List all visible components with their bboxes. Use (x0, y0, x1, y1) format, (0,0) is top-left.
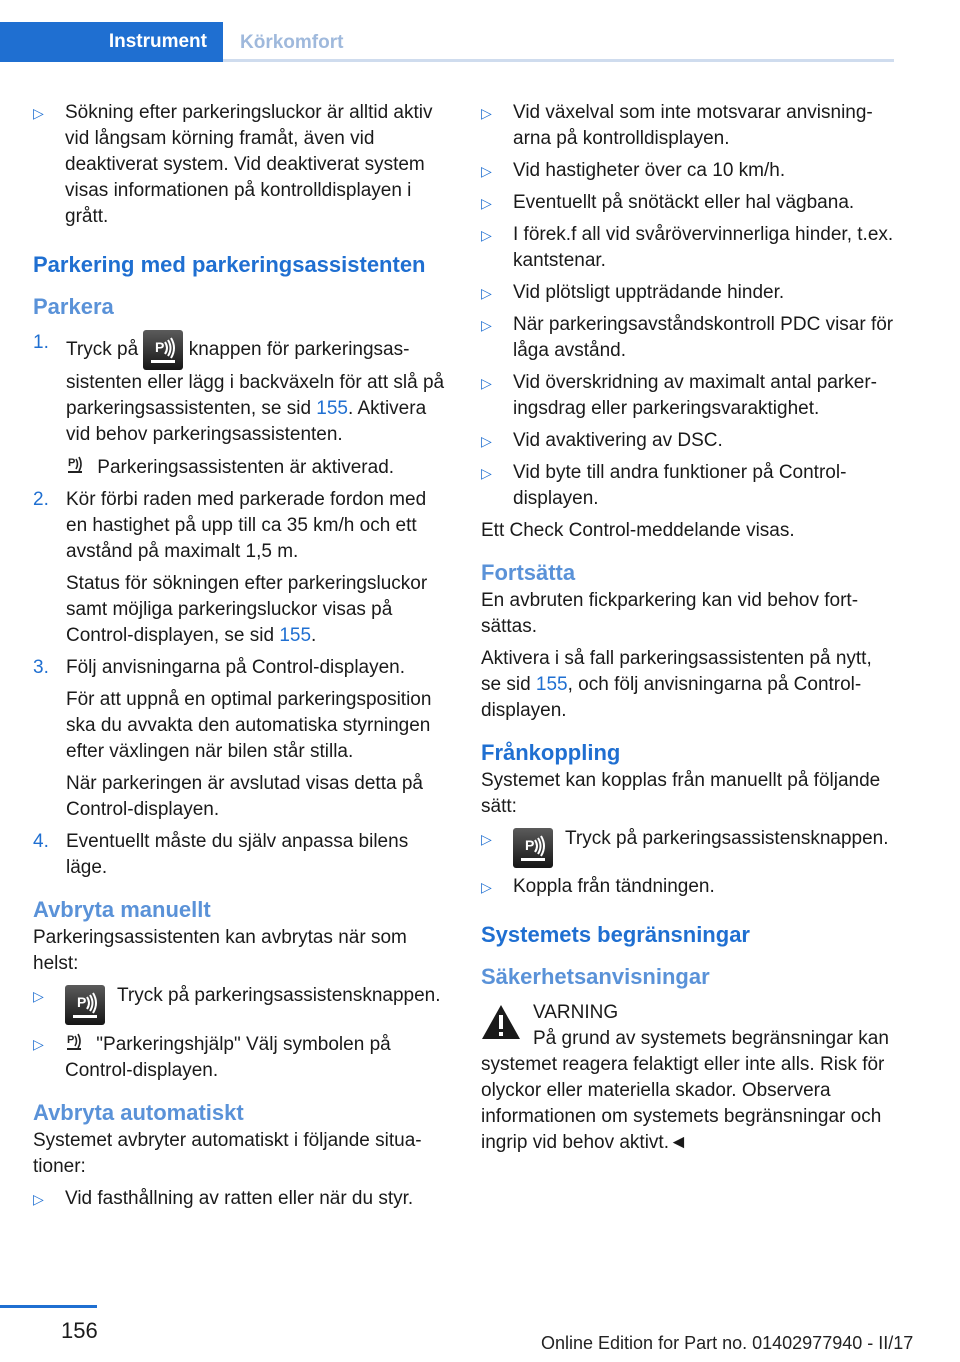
bullet-triangle-icon: ▷ (33, 1036, 44, 1052)
bullet-triangle-icon: ▷ (33, 988, 44, 1004)
paragraph: Ett Check Control-meddelande visas. (481, 520, 795, 541)
step-sub (66, 454, 448, 481)
bullet-triangle-icon: ▷ (481, 105, 492, 121)
bullet-triangle-icon: ▷ (481, 831, 492, 847)
list-item (33, 1031, 448, 1084)
left-column (33, 100, 448, 1218)
step-text: knappen för parkeringsassistenten eller lägg i backväxeln för att slå på parkeringsassistenten, se sid (66, 339, 445, 419)
step-4 (33, 829, 448, 881)
bullet-triangle-icon: ▷ (481, 227, 492, 243)
step-2 (33, 487, 448, 649)
page-link[interactable]: 155 (279, 625, 312, 646)
warning-title: VARNING (533, 1002, 619, 1023)
svg-text:P: P (68, 457, 76, 469)
svg-text:P: P (155, 339, 165, 355)
bullet-triangle-icon: ▷ (481, 465, 492, 481)
step-sub-text: . (311, 625, 317, 646)
parking-assistant-button-icon (65, 985, 105, 1025)
step-1 (33, 330, 448, 481)
warning-block (481, 1000, 896, 1156)
paragraph: Systemet avbryter automatiskt i följande situationer: (33, 1130, 422, 1177)
paragraph (481, 646, 896, 724)
parking-assistant-button-icon (143, 330, 183, 370)
paragraph: Systemet kan kopplas från manuellt på följande sätt: (481, 770, 881, 817)
list-item (481, 874, 896, 900)
tab-instrument[interactable]: Instrument (0, 22, 223, 62)
paragraph: En avbruten fickparkering kan vid behov fortsättas. (481, 590, 859, 637)
bullet-triangle-icon: ▷ (481, 879, 492, 895)
warning-triangle-icon (481, 1004, 521, 1040)
bullet-triangle-icon: ▷ (33, 105, 44, 121)
step-number: 2. (33, 489, 49, 510)
list-item (481, 280, 896, 306)
parking-assist-active-icon (65, 1031, 91, 1053)
tab-korkomfort[interactable]: Körkomfort (240, 32, 344, 53)
step-sub-text: Status för sökningen efter parkeringsluckor samt möjliga parkeringsluckor visas på Control-displayen, se sid (66, 573, 428, 646)
item-text: När parkeringsavståndskontroll PDC visar för låga avstånd. (513, 314, 894, 361)
svg-text:P: P (77, 994, 87, 1010)
step-sub-text: När parkeringen är avslutad visas detta på Control-displayen. (66, 773, 423, 820)
paragraph: Parkeringsassistenten kan avbrytas när som helst: (33, 927, 407, 974)
list-item (33, 100, 448, 230)
list-item (481, 158, 896, 184)
step-sub (66, 571, 448, 649)
step-text: Följ anvisningarna på Control-displayen. (66, 657, 406, 678)
heading-avbryta-manuellt: Avbryta manuellt (33, 897, 211, 922)
svg-text:P: P (67, 1034, 75, 1046)
list-item (481, 100, 896, 152)
warning-text: På grund av systemets begränsningar kan systemet reagera felaktigt eller inte alls. Risk för olyckor eller materiella skador. Observera informationen om systemets begränsningar och ingrip vid behov aktivt.◄ (481, 1028, 889, 1153)
bullet-triangle-icon: ▷ (481, 317, 492, 333)
parking-assistant-button-icon (513, 828, 553, 868)
step-sub-text: Parkeringsassistenten är aktiverad. (97, 457, 395, 478)
list-item (481, 826, 896, 868)
item-text: Tryck på parkeringsassistensknappen. (117, 985, 441, 1006)
heading-avbryta-automatiskt: Avbryta automatiskt (33, 1100, 244, 1125)
footer-rule (0, 1305, 97, 1308)
list-item (33, 1186, 448, 1212)
item-text: Vid byte till andra funktioner på Control-displayen. (513, 462, 847, 509)
step-3 (33, 655, 448, 823)
header-bar (0, 0, 894, 62)
paragraph-text: , och följ anvisningarna på Control-displayen. (481, 674, 862, 721)
item-text: Vid växelval som inte motsvarar anvisningarna på kontrolldisplayen. (513, 102, 873, 149)
item-text: Koppla från tändningen. (513, 876, 715, 897)
item-text: Vid överskridning av maximalt antal parkeringsdrag eller parkeringsvaraktighet. (513, 372, 877, 419)
step-text: Eventuellt måste du själv anpassa bilens läge. (66, 831, 409, 878)
heading-begransningar: Systemets begränsningar (481, 922, 750, 947)
svg-text:P: P (525, 837, 535, 853)
heading-parkering: Parkering med parkeringsassistenten (33, 252, 426, 277)
step-sub-text: För att uppnå en optimal parkeringsposition ska du avvakta den automatiska styrningen efter växlingen när bilen står stilla. (66, 689, 432, 762)
warning-header (481, 1000, 896, 1026)
bullet-triangle-icon: ▷ (481, 195, 492, 211)
item-text: Vid plötsligt uppträdande hinder. (513, 282, 785, 303)
item-text: Tryck på parkeringsassistensknappen. (565, 828, 889, 849)
bullet-triangle-icon: ▷ (481, 433, 492, 449)
item-text: Vid avaktivering av DSC. (513, 430, 723, 451)
list-item (481, 460, 896, 512)
list-item (481, 428, 896, 454)
list-item (481, 312, 896, 364)
heading-frankoppling: Frånkoppling (481, 740, 621, 765)
bullet-triangle-icon: ▷ (481, 375, 492, 391)
step-text: Tryck på (66, 339, 139, 361)
step-text: . Aktivera vid behov parkeringsassistenten. (66, 398, 427, 445)
page-link[interactable]: 155 (535, 674, 568, 695)
item-text: Eventuellt på snötäckt eller hal vägbana. (513, 192, 855, 213)
edition-text: Online Edition for Part no. 01402977940 - II/17 (541, 1333, 914, 1353)
bullet-triangle-icon: ▷ (481, 163, 492, 179)
page-number: 156 (61, 1318, 98, 1343)
step-number: 1. (33, 332, 49, 353)
paragraph-text: Aktivera i så fall parkeringsassistenten på nytt, se sid (481, 648, 872, 695)
step-text: Kör förbi raden med parkerade fordon med en hastighet på upp till ca 35 km/h och ett avstånd på maximalt 1,5 m. (66, 489, 427, 562)
heading-sakerhetsanvisningar: Säkerhetsanvisningar (481, 964, 710, 989)
list-item (481, 370, 896, 422)
item-text: I förek.f all vid svårövervinnerliga hinder, t.ex. kantstenar. (513, 224, 894, 271)
parking-assist-active-icon (66, 454, 92, 476)
list-item (33, 983, 448, 1025)
item-text: Vid fasthållning av ratten eller när du styr. (65, 1188, 414, 1209)
bullet-triangle-icon: ▷ (481, 285, 492, 301)
bullet-triangle-icon: ▷ (33, 1191, 44, 1207)
heading-fortsatta: Fortsätta (481, 560, 576, 585)
right-column (481, 100, 896, 1156)
item-text: "Parkeringshjälp" Välj symbolen på Control-displayen. (65, 1034, 391, 1081)
page-link[interactable]: 155 (316, 398, 348, 419)
heading-parkera: Parkera (33, 294, 114, 319)
list-item (481, 222, 896, 274)
item-text: Vid hastigheter över ca 10 km/h. (513, 160, 786, 181)
step-number: 3. (33, 657, 49, 678)
step-number: 4. (33, 831, 49, 852)
list-item (481, 190, 896, 216)
item-text: Sökning efter parkeringsluckor är alltid aktiv vid långsam körning framåt, även vid deaktiverat system. Vid deaktiverat system visas informationen på kontrolldisplayen i grått. (65, 102, 433, 227)
